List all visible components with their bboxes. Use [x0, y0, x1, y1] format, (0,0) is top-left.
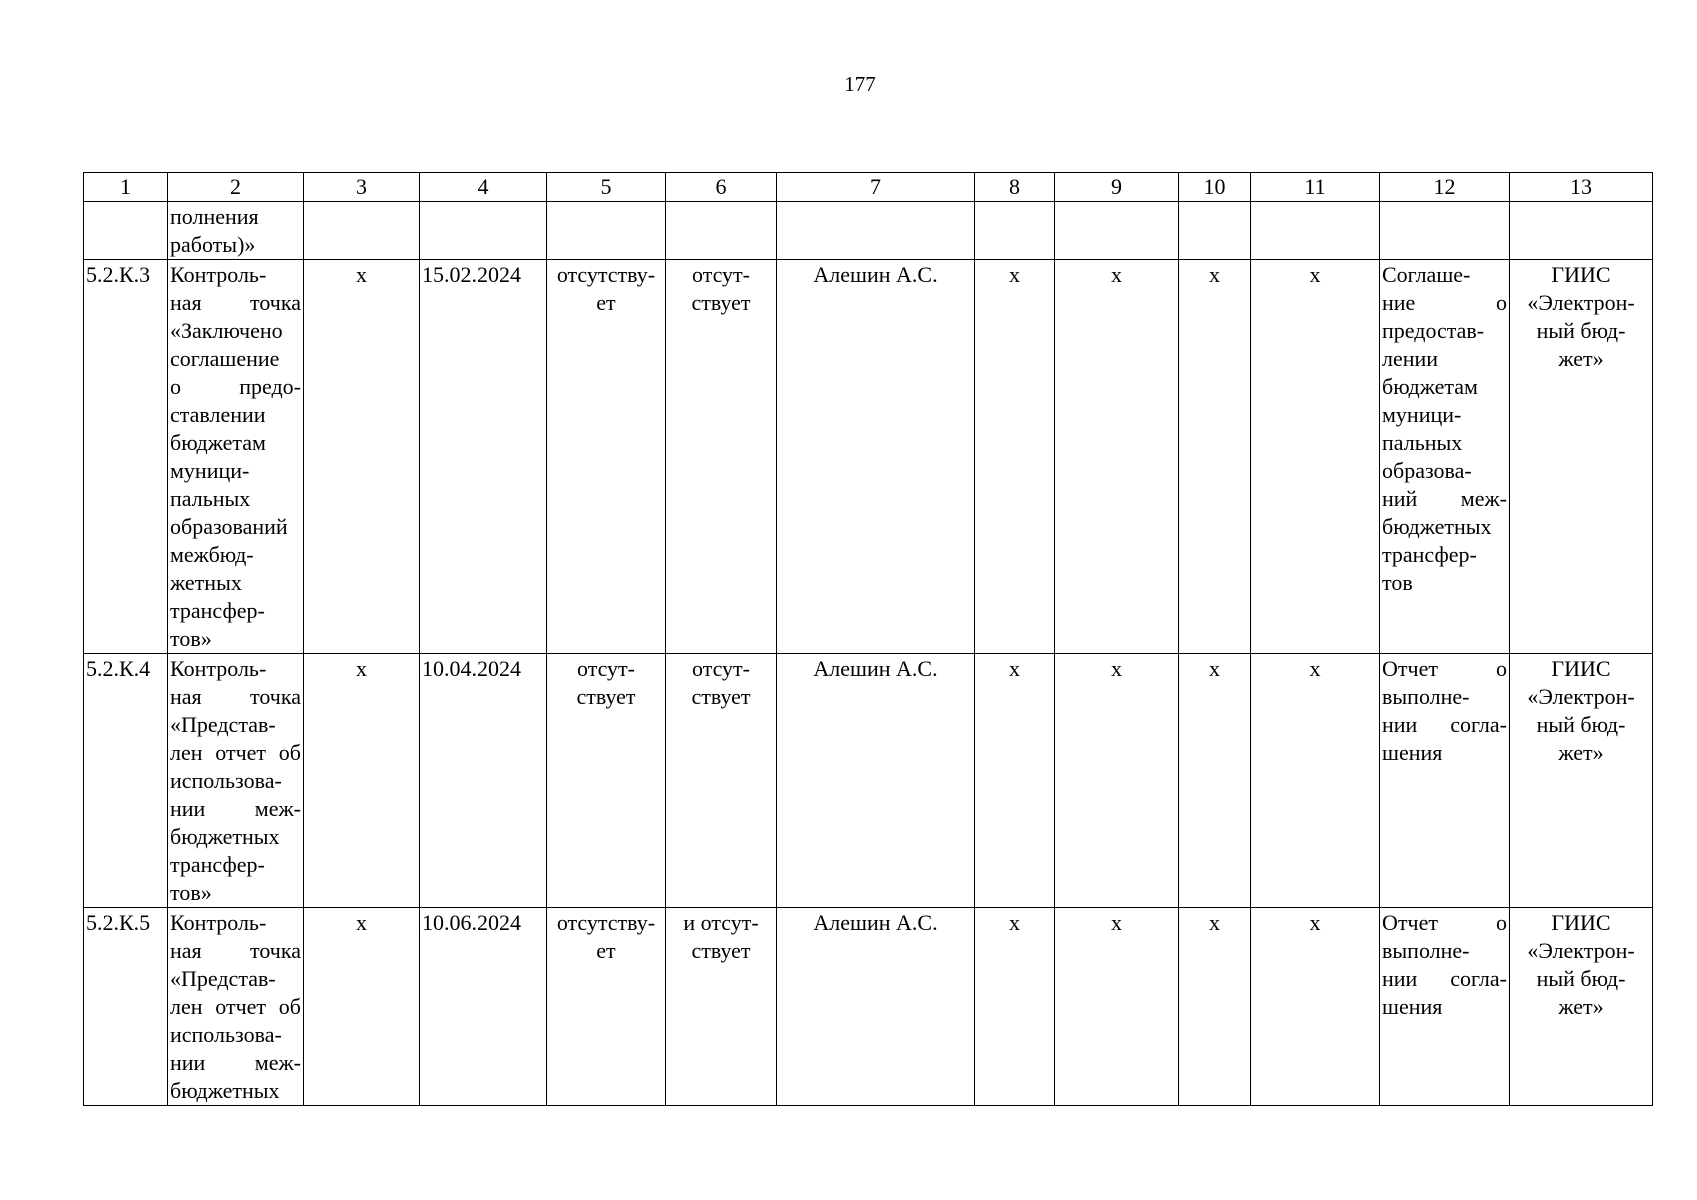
cell-text-line: ГИИС [1551, 656, 1611, 681]
cell-col3 [304, 202, 420, 260]
cell-text-line: выполне- [1382, 684, 1470, 709]
cell-col6 [666, 202, 777, 260]
control-points-table [83, 172, 1653, 1106]
cell-text-line: лен отчет об [170, 740, 301, 765]
cell-control-point [168, 202, 304, 260]
column-header: 5 [547, 173, 666, 202]
cell-col6 [666, 654, 777, 908]
cell-text-line: образований [170, 514, 288, 539]
cell-date: 10.06.2024 [420, 908, 547, 1106]
cell-col8: х [975, 908, 1055, 1106]
cell-item-code [84, 202, 168, 260]
cell-date: 10.04.2024 [420, 654, 547, 908]
cell-col10 [1179, 202, 1251, 260]
cell-text-line: нии меж- [170, 1050, 301, 1075]
cell-text-line: ставлении [170, 402, 266, 427]
cell-control-point [168, 654, 304, 908]
cell-text-line: ствует [691, 938, 751, 963]
cell-col3: х [304, 260, 420, 654]
cell-col11: х [1251, 260, 1380, 654]
cell-text-line: «Заключено [170, 318, 283, 343]
cell-col11: х [1251, 908, 1380, 1106]
cell-text-line: нии меж- [170, 796, 301, 821]
cell-text-line: пальных [170, 486, 251, 511]
cell-text-line: образова- [1382, 458, 1472, 483]
cell-col3: х [304, 908, 420, 1106]
cell-text-line: ет [596, 938, 616, 963]
cell-text-line: бюджетных [170, 1078, 280, 1103]
column-header: 8 [975, 173, 1055, 202]
column-number-header-row [84, 173, 1653, 202]
cell-text-line: трансфер- [170, 852, 265, 877]
cell-col9: х [1055, 654, 1179, 908]
cell-col8: х [975, 654, 1055, 908]
cell-text-line: «Электрон- [1527, 684, 1635, 709]
cell-text-line: муници- [1382, 402, 1462, 427]
cell-text-line: ный бюд- [1536, 712, 1626, 737]
cell-col6 [666, 260, 777, 654]
cell-col9: х [1055, 260, 1179, 654]
cell-text-line: предостав- [1382, 318, 1485, 343]
cell-col5 [547, 908, 666, 1106]
cell-col11: х [1251, 654, 1380, 908]
cell-text-line: «Представ- [170, 712, 276, 737]
cell-text-line: нии согла- [1382, 966, 1507, 991]
cell-col10: х [1179, 654, 1251, 908]
cell-text-line: работы)» [170, 232, 256, 257]
cell-text-line: отсут- [576, 656, 635, 681]
cell-text-line: бюджетам [170, 430, 266, 455]
cell-information-system [1510, 654, 1653, 908]
cell-item-code: 5.2.К.5 [84, 908, 168, 1106]
cell-responsible: Алешин А.С. [777, 654, 975, 908]
cell-item-code: 5.2.К.3 [84, 260, 168, 654]
cell-text-line: жет» [1558, 740, 1604, 765]
cell-control-point [168, 908, 304, 1106]
cell-text-line: лен отчет об [170, 994, 301, 1019]
cell-text-line: Контроль- [170, 262, 267, 287]
cell-text-line: «Представ- [170, 966, 276, 991]
cell-document [1380, 202, 1510, 260]
cell-text-line: жет» [1558, 994, 1604, 1019]
cell-text-line: ние о [1382, 290, 1507, 315]
column-header: 13 [1510, 173, 1653, 202]
cell-col10: х [1179, 908, 1251, 1106]
cell-text-line: нии согла- [1382, 712, 1507, 737]
table-row [84, 260, 1653, 654]
cell-text-line: тов» [170, 626, 212, 651]
cell-text-line: Соглаше- [1382, 262, 1471, 287]
cell-text-line: использова- [170, 1022, 282, 1047]
cell-text-line: выполне- [1382, 938, 1470, 963]
cell-text-line: «Электрон- [1527, 290, 1635, 315]
column-header: 6 [666, 173, 777, 202]
cell-text-line: ная точка [170, 938, 301, 963]
cell-text-line: ний меж- [1382, 486, 1507, 511]
cell-text-line: бюджетных [170, 824, 280, 849]
cell-text-line: Контроль- [170, 656, 267, 681]
column-header: 1 [84, 173, 168, 202]
column-header: 11 [1251, 173, 1380, 202]
cell-text-line: «Электрон- [1527, 938, 1635, 963]
cell-text-line: полнения [170, 204, 259, 229]
cell-col8: х [975, 260, 1055, 654]
column-header: 12 [1380, 173, 1510, 202]
cell-col5 [547, 202, 666, 260]
cell-col3: х [304, 654, 420, 908]
cell-responsible: Алешин А.С. [777, 260, 975, 654]
cell-text-line: ная точка [170, 684, 301, 709]
cell-document [1380, 654, 1510, 908]
cell-date: 15.02.2024 [420, 260, 547, 654]
cell-col11 [1251, 202, 1380, 260]
cell-text-line: соглашение [170, 346, 280, 371]
cell-text-line: шения [1382, 740, 1443, 765]
cell-col5 [547, 260, 666, 654]
cell-text-line: шения [1382, 994, 1443, 1019]
cell-text-line: жет» [1558, 346, 1604, 371]
column-header: 10 [1179, 173, 1251, 202]
table-row [84, 908, 1653, 1106]
column-header: 7 [777, 173, 975, 202]
cell-text-line: отсут- [691, 656, 750, 681]
table-row [84, 202, 1653, 260]
cell-text-line: ствует [576, 684, 636, 709]
cell-text-line: Отчет о [1382, 656, 1507, 681]
column-header: 2 [168, 173, 304, 202]
column-header: 4 [420, 173, 547, 202]
page-number: 177 [844, 72, 876, 96]
cell-text-line: ный бюд- [1536, 966, 1626, 991]
cell-text-line: отсутству- [556, 262, 656, 287]
cell-col6 [666, 908, 777, 1106]
cell-text-line: отсутству- [556, 910, 656, 935]
cell-document [1380, 908, 1510, 1106]
cell-text-line: бюджетных [1382, 514, 1492, 539]
cell-information-system [1510, 260, 1653, 654]
cell-information-system [1510, 908, 1653, 1106]
cell-text-line: ет [596, 290, 616, 315]
cell-text-line: тов [1382, 570, 1413, 595]
cell-control-point [168, 260, 304, 654]
cell-col8 [975, 202, 1055, 260]
cell-text-line: использова- [170, 768, 282, 793]
column-header: 9 [1055, 173, 1179, 202]
table-row [84, 654, 1653, 908]
cell-document [1380, 260, 1510, 654]
cell-information-system [1510, 202, 1653, 260]
cell-text-line: бюджетам [1382, 374, 1478, 399]
cell-text-line: и отсут- [683, 910, 759, 935]
cell-text-line: ствует [691, 684, 751, 709]
cell-responsible [777, 202, 975, 260]
cell-text-line: трансфер- [170, 598, 265, 623]
cell-text-line: тов» [170, 880, 212, 905]
cell-date [420, 202, 547, 260]
cell-text-line: лении [1382, 346, 1439, 371]
cell-item-code: 5.2.К.4 [84, 654, 168, 908]
cell-col9 [1055, 202, 1179, 260]
cell-text-line: отсут- [691, 262, 750, 287]
cell-col5 [547, 654, 666, 908]
cell-text-line: ный бюд- [1536, 318, 1626, 343]
cell-text-line: Отчет о [1382, 910, 1507, 935]
cell-text-line: межбюд- [170, 542, 254, 567]
cell-text-line: ствует [691, 290, 751, 315]
cell-col10: х [1179, 260, 1251, 654]
cell-text-line: Контроль- [170, 910, 267, 935]
cell-text-line: ная точка [170, 290, 301, 315]
cell-col9: х [1055, 908, 1179, 1106]
cell-text-line: ГИИС [1551, 262, 1611, 287]
cell-text-line: муници- [170, 458, 250, 483]
cell-text-line: пальных [1382, 430, 1463, 455]
cell-text-line: трансфер- [1382, 542, 1477, 567]
cell-text-line: о предо- [170, 374, 301, 399]
cell-text-line: жетных [170, 570, 242, 595]
column-header: 3 [304, 173, 420, 202]
cell-responsible: Алешин А.С. [777, 908, 975, 1106]
cell-text-line: ГИИС [1551, 910, 1611, 935]
